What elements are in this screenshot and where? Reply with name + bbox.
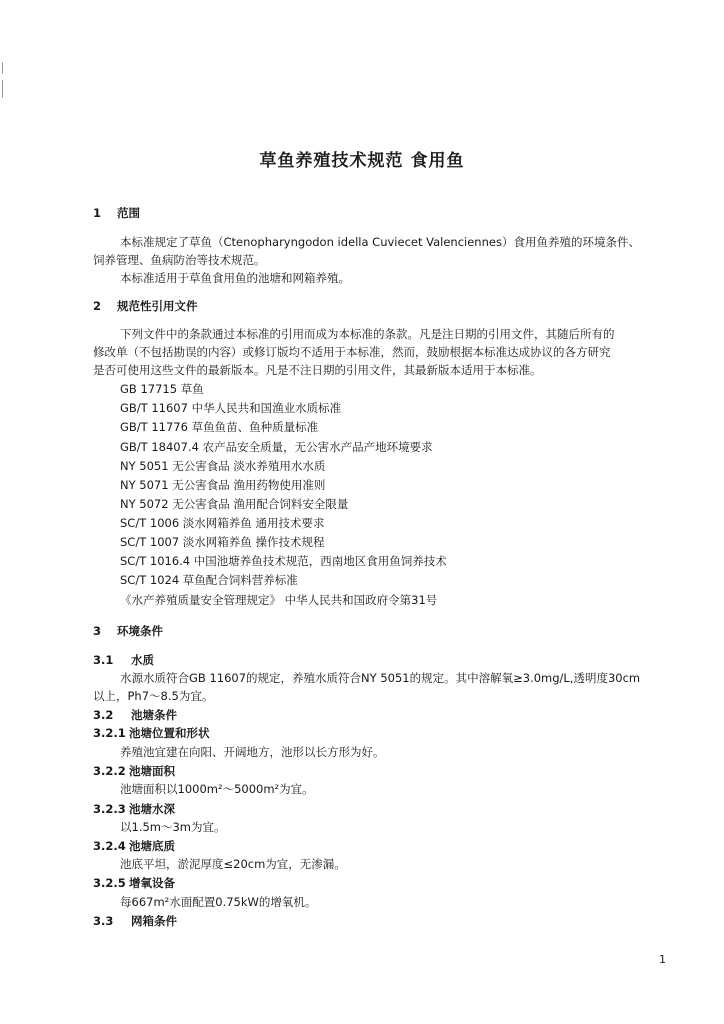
reference-item: NY 5051 无公害食品 淡水养殖用水水质: [120, 459, 326, 473]
reference-item: SC/T 1024 草鱼配合饲料营养标准: [120, 573, 298, 587]
reference-item: SC/T 1006 淡水网箱养鱼 通用技术要求: [120, 516, 325, 530]
subsection-title: 网箱条件: [131, 914, 177, 928]
reference-item: NY 5072 无公害食品 渔用配合饲料安全限量: [120, 497, 349, 511]
subsection-title: 增氧设备: [129, 876, 175, 890]
subsection-number: 3.2.1: [93, 726, 126, 740]
reference-item: NY 5071 无公害食品 渔用药物使用准则: [120, 478, 326, 492]
subsection-title: 池塘面积: [129, 764, 175, 778]
paragraph-line: 修改单（不包括勘误的内容）或修订版均不适用于本标准，然而，鼓励根据本标准达成协议的各方研究: [93, 345, 611, 359]
scan-mark: [2, 62, 3, 74]
section-title: 环境条件: [117, 624, 163, 638]
scan-mark: [2, 80, 3, 98]
paragraph-line: 下列文件中的条款通过本标准的引用而成为本标准的条款。凡是注日期的引用文件，其随后所有的: [120, 327, 615, 341]
paragraph-line: 饲养管理、鱼病防治等技术规范。: [93, 253, 266, 267]
reference-item: GB/T 11776 草鱼鱼苗、鱼种质量标准: [120, 420, 319, 434]
section-2-heading: [93, 299, 198, 313]
subsection-3-2-5-heading: [93, 876, 175, 890]
subsection-title: 池塘条件: [131, 708, 177, 722]
subsection-3-2-heading: [93, 708, 177, 722]
subsection-3-3-heading: [93, 914, 177, 928]
section-title: 范围: [117, 206, 140, 220]
paragraph-line: 本标准规定了草鱼（Ctenopharyngodon idella Cuviecet Valenciennes）食用鱼养殖的环境条件、: [120, 235, 640, 249]
paragraph-line: 每667m²水面配置0.75kW的增氧机。: [120, 895, 317, 909]
section-1-heading: [93, 206, 140, 220]
subsection-title: 池塘水深: [129, 802, 175, 816]
page-number: 1: [659, 953, 666, 966]
subsection-number: 3.2.2: [93, 764, 126, 778]
section-3-heading: [93, 624, 163, 638]
subsection-number: 3.2.5: [93, 876, 126, 890]
subsection-3-1-heading: [93, 653, 154, 667]
section-number: 3: [93, 624, 102, 638]
reference-item: GB/T 18407.4 农产品安全质量，无公害水产品产地环境要求: [120, 440, 433, 454]
subsection-number: 3.1: [93, 653, 114, 667]
reference-item: SC/T 1007 淡水网箱养鱼 操作技术规程: [120, 535, 325, 549]
section-number: 2: [93, 299, 102, 313]
paragraph-line: 池塘面积以1000m²～5000m²为宜。: [120, 782, 314, 796]
subsection-title: 水质: [131, 653, 154, 667]
paragraph-line: 养殖池宜建在向阳、开阔地方，池形以长方形为好。: [120, 745, 385, 759]
paragraph-line: 池底平坦，淤泥厚度≤20cm为宜，无渗漏。: [120, 857, 346, 871]
paragraph-line: 水源水质符合GB 11607的规定，养殖水质符合NY 5051的规定。其中溶解氧≥3.0mg/L,透明度30cm: [120, 671, 641, 685]
subsection-3-2-4-heading: [93, 839, 175, 853]
subsection-number: 3.2.4: [93, 839, 126, 853]
paragraph-line: 以上，Ph7～8.5为宜。: [93, 689, 214, 703]
subsection-3-2-1-heading: [93, 726, 210, 740]
reference-item: 《水产养殖质量安全管理规定》 中华人民共和国政府令第31号: [120, 593, 438, 607]
subsection-title: 池塘底质: [129, 839, 175, 853]
section-title: 规范性引用文件: [117, 299, 198, 313]
section-number: 1: [93, 206, 102, 220]
subsection-number: 3.2.3: [93, 802, 126, 816]
subsection-number: 3.2: [93, 708, 114, 722]
reference-item: GB 17715 草鱼: [120, 382, 204, 396]
reference-item: GB/T 11607 中华人民共和国渔业水质标准: [120, 401, 342, 415]
paragraph-line: 以1.5m～3m为宜。: [120, 820, 226, 834]
subsection-3-2-2-heading: [93, 764, 175, 778]
paragraph-line: 本标准适用于草鱼食用鱼的池塘和网箱养殖。: [120, 271, 350, 285]
paragraph-line: 是否可使用这些文件的最新版本。凡是不注日期的引用文件，其最新版本适用于本标准。: [93, 363, 542, 377]
reference-item: SC/T 1016.4 中国池塘养鱼技术规范，西南地区食用鱼饲养技术: [120, 554, 447, 568]
subsection-number: 3.3: [93, 914, 114, 928]
subsection-3-2-3-heading: [93, 802, 175, 816]
document-title: 草鱼养殖技术规范 食用鱼: [259, 151, 465, 171]
subsection-title: 池塘位置和形状: [129, 726, 210, 740]
